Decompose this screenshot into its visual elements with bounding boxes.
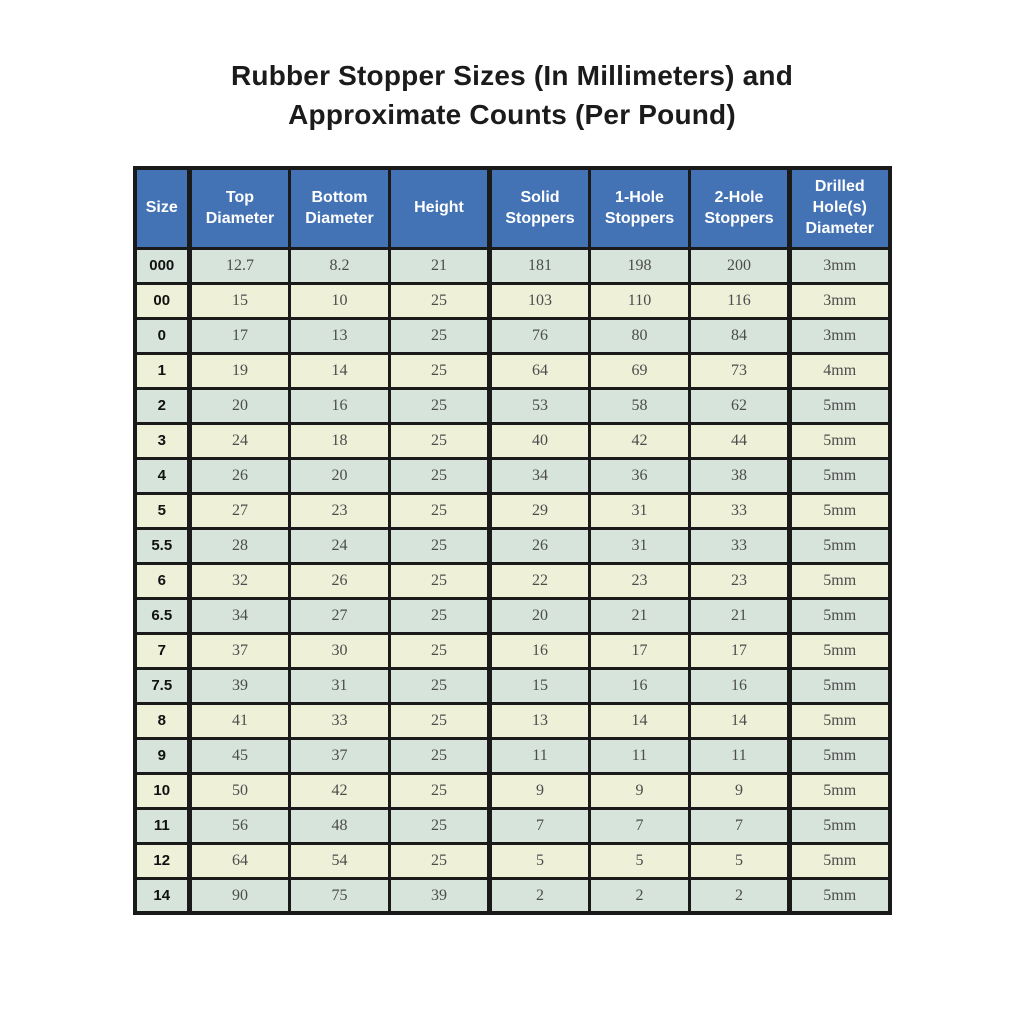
size-cell: 6.5: [135, 598, 190, 633]
table-row: [135, 528, 890, 563]
data-cell: 5mm: [790, 633, 890, 668]
page-title: [0, 56, 1024, 134]
data-cell: 9: [590, 773, 690, 808]
data-cell: 5mm: [790, 843, 890, 878]
data-cell: 20: [290, 458, 390, 493]
data-cell: 7: [490, 808, 590, 843]
data-cell: 25: [390, 668, 490, 703]
column-header-size: Size: [135, 168, 190, 248]
data-cell: 26: [190, 458, 290, 493]
data-cell: 34: [190, 598, 290, 633]
size-cell: 5: [135, 493, 190, 528]
data-cell: 25: [390, 738, 490, 773]
data-cell: 3mm: [790, 248, 890, 283]
column-header-1-hole-stoppers: 1-Hole Stoppers: [590, 168, 690, 248]
data-cell: 25: [390, 808, 490, 843]
data-cell: 14: [290, 353, 390, 388]
data-cell: 28: [190, 528, 290, 563]
size-cell: 6: [135, 563, 190, 598]
data-cell: 23: [590, 563, 690, 598]
data-cell: 26: [490, 528, 590, 563]
table-header: [135, 168, 890, 248]
data-cell: 18: [290, 423, 390, 458]
column-header-height: Height: [390, 168, 490, 248]
data-cell: 16: [490, 633, 590, 668]
data-cell: 5mm: [790, 808, 890, 843]
size-cell: 4: [135, 458, 190, 493]
table-row: [135, 388, 890, 423]
data-cell: 5: [690, 843, 790, 878]
data-cell: 13: [290, 318, 390, 353]
data-cell: 21: [690, 598, 790, 633]
data-cell: 25: [390, 633, 490, 668]
size-cell: 8: [135, 703, 190, 738]
data-cell: 5mm: [790, 528, 890, 563]
data-cell: 9: [490, 773, 590, 808]
data-cell: 56: [190, 808, 290, 843]
table-row: [135, 493, 890, 528]
data-cell: 13: [490, 703, 590, 738]
data-cell: 20: [490, 598, 590, 633]
data-cell: 24: [290, 528, 390, 563]
data-cell: 39: [390, 878, 490, 913]
data-cell: 33: [690, 528, 790, 563]
data-cell: 15: [490, 668, 590, 703]
data-cell: 5mm: [790, 878, 890, 913]
data-cell: 75: [290, 878, 390, 913]
size-cell: 7: [135, 633, 190, 668]
data-cell: 116: [690, 283, 790, 318]
data-cell: 25: [390, 563, 490, 598]
data-cell: 76: [490, 318, 590, 353]
data-cell: 5: [490, 843, 590, 878]
data-cell: 30: [290, 633, 390, 668]
column-header-2-hole-stoppers: 2-Hole Stoppers: [690, 168, 790, 248]
data-cell: 11: [590, 738, 690, 773]
data-cell: 12.7: [190, 248, 290, 283]
data-cell: 34: [490, 458, 590, 493]
table-row: [135, 633, 890, 668]
data-cell: 69: [590, 353, 690, 388]
data-cell: 2: [490, 878, 590, 913]
data-cell: 103: [490, 283, 590, 318]
data-cell: 5mm: [790, 738, 890, 773]
data-cell: 33: [290, 703, 390, 738]
table-header-row: [135, 168, 890, 248]
size-cell: 5.5: [135, 528, 190, 563]
data-cell: 19: [190, 353, 290, 388]
data-cell: 36: [590, 458, 690, 493]
size-cell: 11: [135, 808, 190, 843]
data-cell: 21: [390, 248, 490, 283]
data-cell: 14: [590, 703, 690, 738]
table-row: [135, 563, 890, 598]
data-cell: 25: [390, 388, 490, 423]
table-row: [135, 878, 890, 913]
data-cell: 3mm: [790, 283, 890, 318]
data-cell: 22: [490, 563, 590, 598]
table-row: [135, 703, 890, 738]
data-cell: 25: [390, 458, 490, 493]
data-cell: 5mm: [790, 773, 890, 808]
size-cell: 2: [135, 388, 190, 423]
page-title-line2: Approximate Counts (Per Pound): [288, 99, 736, 131]
data-cell: 5mm: [790, 458, 890, 493]
data-cell: 25: [390, 423, 490, 458]
data-cell: 5mm: [790, 388, 890, 423]
column-header-solid-stoppers: Solid Stoppers: [490, 168, 590, 248]
data-cell: 5mm: [790, 598, 890, 633]
size-cell: 3: [135, 423, 190, 458]
size-cell: 10: [135, 773, 190, 808]
table-body: [135, 248, 890, 913]
data-cell: 25: [390, 843, 490, 878]
data-cell: 5mm: [790, 493, 890, 528]
data-cell: 9: [690, 773, 790, 808]
data-cell: 80: [590, 318, 690, 353]
table-row: [135, 843, 890, 878]
data-cell: 29: [490, 493, 590, 528]
data-cell: 25: [390, 318, 490, 353]
column-header-top-diameter: Top Diameter: [190, 168, 290, 248]
data-cell: 7: [690, 808, 790, 843]
size-cell: 12: [135, 843, 190, 878]
data-cell: 200: [690, 248, 790, 283]
data-cell: 16: [690, 668, 790, 703]
size-cell: 00: [135, 283, 190, 318]
data-cell: 25: [390, 773, 490, 808]
data-cell: 14: [690, 703, 790, 738]
data-cell: 45: [190, 738, 290, 773]
data-cell: 8.2: [290, 248, 390, 283]
table-row: [135, 353, 890, 388]
data-cell: 33: [690, 493, 790, 528]
data-cell: 5: [590, 843, 690, 878]
table-row: [135, 808, 890, 843]
size-cell: 0: [135, 318, 190, 353]
data-cell: 64: [490, 353, 590, 388]
data-cell: 54: [290, 843, 390, 878]
data-cell: 90: [190, 878, 290, 913]
table-row: [135, 248, 890, 283]
data-cell: 27: [190, 493, 290, 528]
data-cell: 40: [490, 423, 590, 458]
size-cell: 14: [135, 878, 190, 913]
data-cell: 4mm: [790, 353, 890, 388]
data-cell: 16: [590, 668, 690, 703]
data-cell: 15: [190, 283, 290, 318]
size-cell: 1: [135, 353, 190, 388]
data-cell: 62: [690, 388, 790, 423]
stopper-size-table: [133, 166, 892, 915]
data-cell: 31: [590, 528, 690, 563]
table-row: [135, 738, 890, 773]
data-cell: 42: [290, 773, 390, 808]
data-cell: 21: [590, 598, 690, 633]
data-cell: 31: [590, 493, 690, 528]
data-cell: 50: [190, 773, 290, 808]
column-header-drilled-hole-s-diameter: Drilled Hole(s) Diameter: [790, 168, 890, 248]
data-cell: 5mm: [790, 668, 890, 703]
size-cell: 9: [135, 738, 190, 773]
data-cell: 24: [190, 423, 290, 458]
data-cell: 16: [290, 388, 390, 423]
table-row: [135, 773, 890, 808]
data-cell: 20: [190, 388, 290, 423]
data-cell: 25: [390, 353, 490, 388]
data-cell: 10: [290, 283, 390, 318]
data-cell: 110: [590, 283, 690, 318]
data-cell: 25: [390, 528, 490, 563]
data-cell: 25: [390, 703, 490, 738]
data-cell: 27: [290, 598, 390, 633]
data-cell: 73: [690, 353, 790, 388]
table-row: [135, 318, 890, 353]
data-cell: 17: [690, 633, 790, 668]
data-cell: 84: [690, 318, 790, 353]
table-row: [135, 423, 890, 458]
table-row: [135, 283, 890, 318]
data-cell: 26: [290, 563, 390, 598]
size-cell: 7.5: [135, 668, 190, 703]
data-cell: 25: [390, 493, 490, 528]
table-row: [135, 598, 890, 633]
data-cell: 181: [490, 248, 590, 283]
data-cell: 58: [590, 388, 690, 423]
table-row: [135, 458, 890, 493]
data-cell: 17: [190, 318, 290, 353]
data-cell: 31: [290, 668, 390, 703]
data-cell: 25: [390, 598, 490, 633]
data-cell: 5mm: [790, 563, 890, 598]
data-cell: 5mm: [790, 703, 890, 738]
data-cell: 37: [190, 633, 290, 668]
data-cell: 48: [290, 808, 390, 843]
data-cell: 198: [590, 248, 690, 283]
data-cell: 39: [190, 668, 290, 703]
data-cell: 2: [590, 878, 690, 913]
data-cell: 7: [590, 808, 690, 843]
data-cell: 64: [190, 843, 290, 878]
data-cell: 44: [690, 423, 790, 458]
data-cell: 41: [190, 703, 290, 738]
data-cell: 17: [590, 633, 690, 668]
data-cell: 32: [190, 563, 290, 598]
column-header-bottom-diameter: Bottom Diameter: [290, 168, 390, 248]
data-cell: 2: [690, 878, 790, 913]
data-cell: 38: [690, 458, 790, 493]
data-cell: 3mm: [790, 318, 890, 353]
data-cell: 23: [290, 493, 390, 528]
table-row: [135, 668, 890, 703]
data-cell: 37: [290, 738, 390, 773]
page-title-line1: Rubber Stopper Sizes (In Millimeters) and: [230, 60, 794, 91]
data-cell: 11: [690, 738, 790, 773]
data-cell: 5mm: [790, 423, 890, 458]
data-cell: 53: [490, 388, 590, 423]
data-cell: 25: [390, 283, 490, 318]
size-cell: 000: [135, 248, 190, 283]
data-cell: 11: [490, 738, 590, 773]
data-cell: 42: [590, 423, 690, 458]
data-cell: 23: [690, 563, 790, 598]
